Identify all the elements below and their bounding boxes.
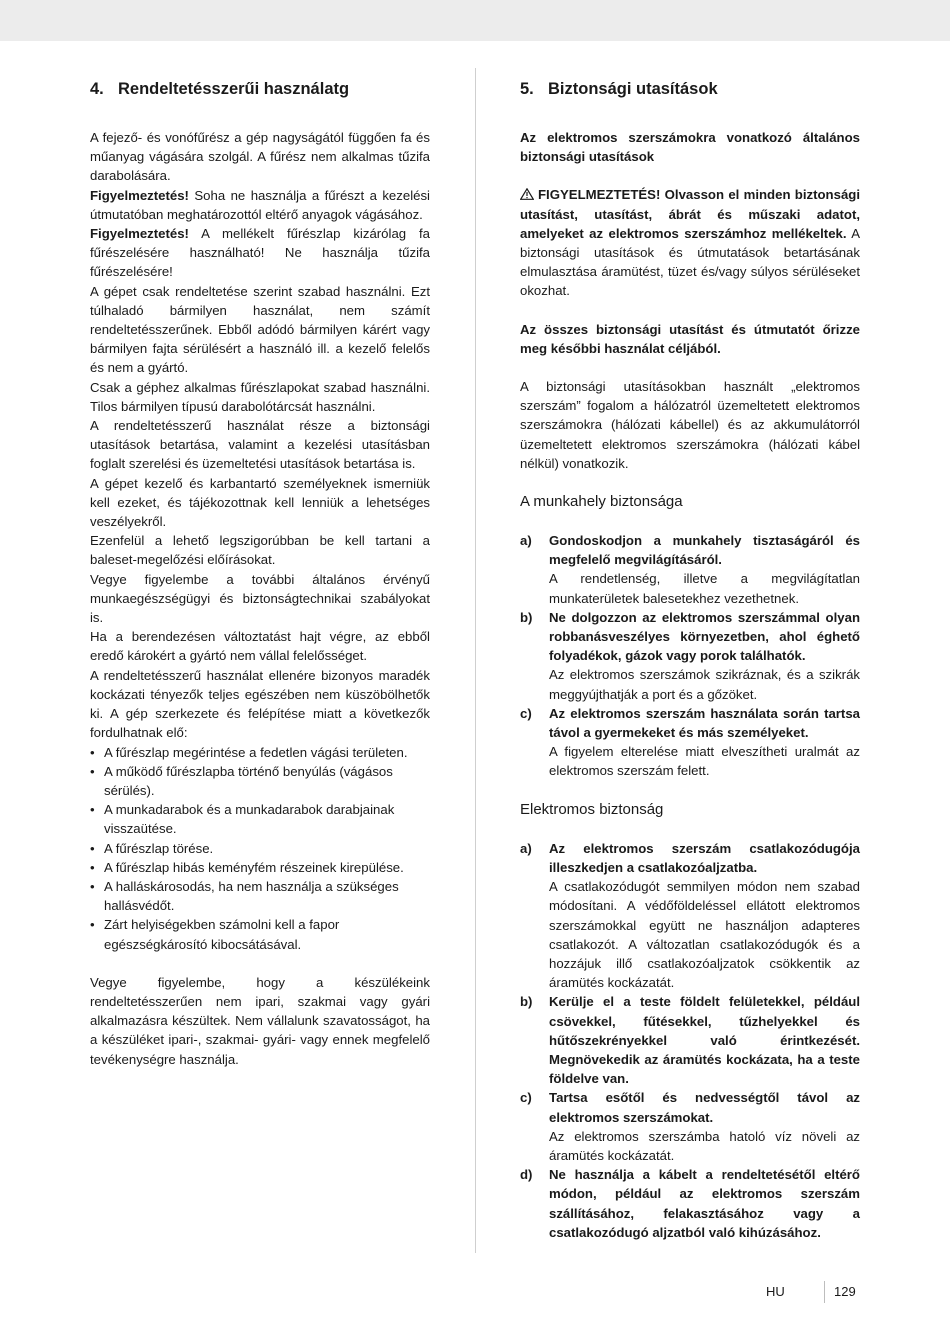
right-column	[520, 78, 860, 1242]
warning-block: FIGYELMEZTETÉS! Olvasson el minden biztonsági utasítást, utasítást, ábrát és műszaki adatot, amelyeket az elektromos szerszámhoz mellékeltek. A biztonsági utasítások és útmutatások betartásának elmulasztása áramütést, tüzet és/vagy súlyos sérüléseket okozhat.	[520, 187, 860, 299]
paragraph-blades: Csak a géphez alkalmas fűrészlapokat szabad használni. Tilos bármilyen típusú darabolótárcsát használni.	[90, 379, 430, 414]
list-item: b) Ne dolgozzon az elektromos szerszámmal olyan robbanásveszélyes környezetben, ahol éghető folyadékok, gázok vagy porok találhatók. Az elektromos szerszámok szikráznak, és a szikrák meggyújthatják a port és a gőzöket.	[520, 609, 860, 702]
keep-instructions: Az összes biztonsági utasítást és útmutatót őrizze meg későbbi használat céljából.	[520, 321, 860, 356]
list-item: c) Az elektromos szerszám használata során tartsa távol a gyermekeket és más személyeket. A figyelem elterelése miatt elveszítheti uralmát az elektromos szerszám felett.	[520, 705, 860, 779]
paragraph-operators: A gépet kezelő és karbantartó személyeknek ismerniük kell ezeket, és tájékozottnak kell lenniük a lehetséges veszélyekről.	[90, 475, 430, 530]
warning-1: Figyelmeztetés! Soha ne használja a fűrészt a kezelési útmutatóban meghatározottól eltérő anyagok vágásához.	[90, 187, 430, 222]
footer-divider	[824, 1281, 825, 1303]
list-item: • A fűrészlap hibás keményfém részeinek kirepülése.	[90, 858, 430, 877]
section-5-heading: 5. Biztonsági utasítások	[520, 80, 718, 98]
list-item: • Zárt helyiségekben számolni kell a fapor egészségkárosító kibocsátásával.	[90, 915, 430, 953]
language-code: HU	[766, 1284, 785, 1299]
paragraph-modifications: Ha a berendezésen változtatást hajt végre, az ebből eredő károkért a gyártó nem vállal felelősséget.	[90, 629, 430, 664]
list-item: a) Az elektromos szerszám csatlakozódugója illeszkedjen a csatlakozóaljzatba. A csatlakozódugót semmilyen módon nem szabad módosítani. A védőföldeléssel ellátott elektromos szerszámokkal együtt ne használjon adapteres csatlakozót. A változatlan csatlakozódugók és a hozzájuk illő csatlakozóaljzatok csökkentik az áramütés kockázatát.	[520, 840, 860, 991]
list-item: • A halláskárosodás, ha nem használja a szükséges hallásvédőt.	[90, 877, 430, 915]
warning-triangle-icon	[520, 188, 534, 200]
list-item: • A fűrészlap törése.	[90, 839, 430, 858]
page-footer	[0, 1281, 950, 1303]
paragraph-intended-use: A gépet csak rendeltetése szerint szabad használni. Ezt túlhaladó bármilyen használat, nem számít rendeltetésszerűnek. Ebből adódó bármilyen kárért vagy bármilyen fajta sérülésért a használó ill. a kezelő felelős és nem a gyártó.	[90, 283, 430, 376]
page-number: 129	[834, 1284, 856, 1299]
list-item: • A fűrészlap megérintése a fedetlen vágási területen.	[90, 743, 430, 762]
paragraph-general-rules: Vegye figyelembe a további általános érvényű munkaegészségügyi és biztonságtechnikai szabályokat is.	[90, 571, 430, 626]
paragraph-accident-prevention: Ezenfelül a lehető legszigorúbban be kell tartani a baleset-megelőzési előírásokat.	[90, 533, 430, 568]
safety-intro: Az elektromos szerszámokra vonatkozó általános biztonsági utasítások	[520, 130, 860, 165]
subheading-workplace-safety: A munkahely biztonsága	[520, 493, 683, 511]
list-item: b) Kerülje el a teste földelt felületekkel, például csövekkel, fűtésekkel, tűzhelyekkel és hűtőszekrényekkel való érintkezését. Megnövekedik az áramütés kockázata, ha a teste földelve van.	[520, 994, 860, 1087]
list-item: • A munkadarabok és a munkadarabok darabjainak visszaütése.	[90, 800, 430, 838]
paragraph-non-commercial: Vegye figyelembe, hogy a készülékeink rendeltetésszerűen nem ipari, szakmai vagy gyári alkalmazásra készültek. Nem vállalunk szavatosságot, ha a készüléket ipari-, szakmai- gyári- vagy ennek megfelelő tevékenységre használja.	[90, 974, 430, 1067]
left-column	[90, 78, 430, 1069]
subheading-electrical-safety: Elektromos biztonság	[520, 800, 664, 818]
paragraph-purpose: A fejező- és vonófűrész a gép nagyságától függően fa és műanyag vágására szolgál. A fűrész nem alkalmas tűzifa darabolására.	[90, 130, 430, 184]
paragraph-residual-risks: A rendeltetésszerű használat ellenére bizonyos maradék kockázati tényezők teljes egészében nem küszöbölhetők ki. A gép szerkezete és felépítése miatt a következők fordulhatnak elő:	[90, 667, 430, 741]
section-4-heading: 4. Rendeltetésszerűi használatg	[90, 80, 350, 98]
warning-2: Figyelmeztetés! A mellékelt fűrészlap kizárólag fa fűrészelésére használható! Ne használja tűzifa fűrészelésére!	[90, 226, 430, 280]
list-item: d) Ne használja a kábelt a rendeltetésétől eltérő módon, például az elektromos szerszám szállításához, felakasztásához vagy a csatlakozódugó aljzatból való kihúzásához.	[520, 1167, 860, 1240]
list-item: c) Tartsa esőtől és nedvességtől távol az elektromos szerszámokat. Az elektromos szerszámba hatoló víz növeli az áramütés kockázatát.	[520, 1090, 860, 1163]
residual-risk-list	[90, 743, 430, 954]
top-gray-bar	[0, 0, 950, 41]
term-definition: A biztonsági utasításokban használt „elektromos szerszám” fogalom a hálózatról üzemeltetett elektromos szerszámokra (hálózati kábellel) és az akkumulátorról üzemeltetett elektromos szerszámokra (hálózati kábel nélkül) vonatkozik.	[520, 379, 860, 471]
list-item: • A működő fűrészlapba történő benyúlás (vágásos sérülés).	[90, 762, 430, 800]
list-item: a) Gondoskodjon a munkahely tisztaságáról és megfelelő megvilágításáról. A rendetlenség, illetve a megvilágítatlan munkaterületek balesetekhez vezethetnek.	[520, 533, 860, 606]
paragraph-safety-compliance: A rendeltetésszerű használat része a biztonsági utasítások betartása, valamint a kezelési utasításban foglalt szerelési és üzemeltetési utasítások betartása is.	[90, 418, 430, 472]
column-divider	[475, 68, 476, 1253]
